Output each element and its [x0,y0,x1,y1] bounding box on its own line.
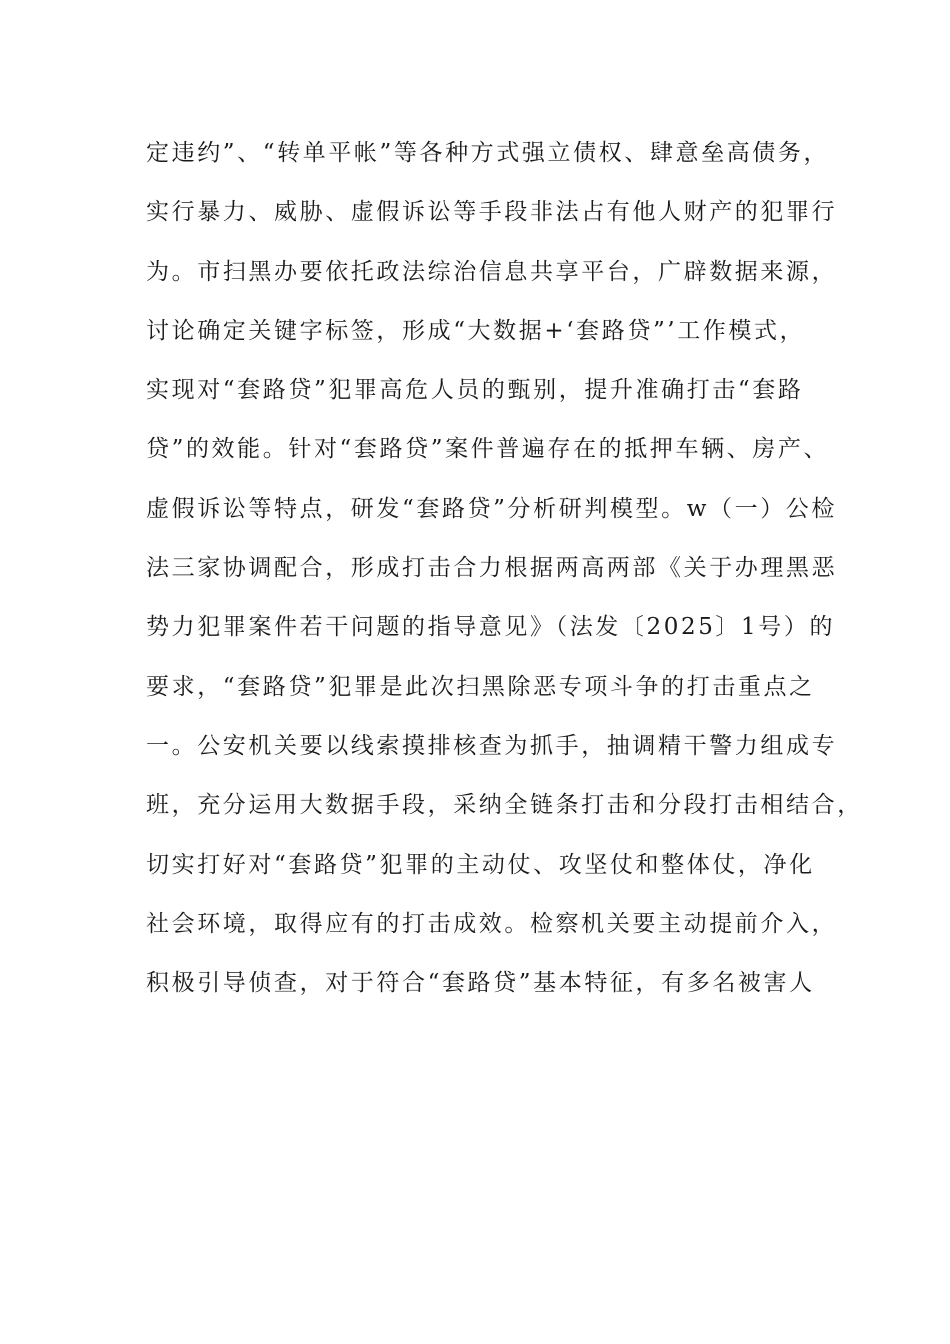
text-line: 一。公安机关要以线索摸排核查为抓手，抽调精干警力组成专 [146,732,838,759]
text-line: 虚假诉讼等特点，研发“套路贷”分析研判模型。w（一）公检 [146,495,838,522]
text-line: 法三家协调配合，形成打击合力根据两高两部《关于办理黑恶 [146,555,838,582]
text-line: 为。市扫黑办要依托政法综治信息共享平台，广辟数据来源， [146,258,838,285]
text-line: 要求，“套路贷”犯罪是此次扫黑除恶专项斗争的打击重点之 [146,673,815,700]
text-line: 贷”的效能。针对“套路贷”案件普遍存在的抵押车辆、房产、 [146,436,830,463]
text-line: 势力犯罪案件若干问题的指导意见》（法发〔2025〕1号）的 [146,614,836,641]
text-line: 实现对“套路贷”犯罪高危人员的甄别，提升准确打击“套路 [146,377,804,404]
body-text [146,131,863,1020]
text-line: 班，充分运用大数据手段，采纳全链条打击和分段打击相结合， [146,792,863,819]
text-line: 讨论确定关键字标签，形成“大数据+‘套路贷”’工作模式， [146,317,806,344]
text-line: 社会环境，取得应有的打击成效。检察机关要主动提前介入， [146,910,838,937]
text-line: 积极引导侦查，对于符合“套路贷”基本特征，有多名被害人 [146,970,815,997]
text-line: 切实打好对“套路贷”犯罪的主动仗、攻坚仗和整体仗，净化 [146,851,815,878]
text-line: 实行暴力、威胁、虚假诉讼等手段非法占有他人财产的犯罪行 [146,199,838,226]
text-line: 定违约”、“转单平帐”等各种方式强立债权、肆意垒高债务， [146,140,830,166]
